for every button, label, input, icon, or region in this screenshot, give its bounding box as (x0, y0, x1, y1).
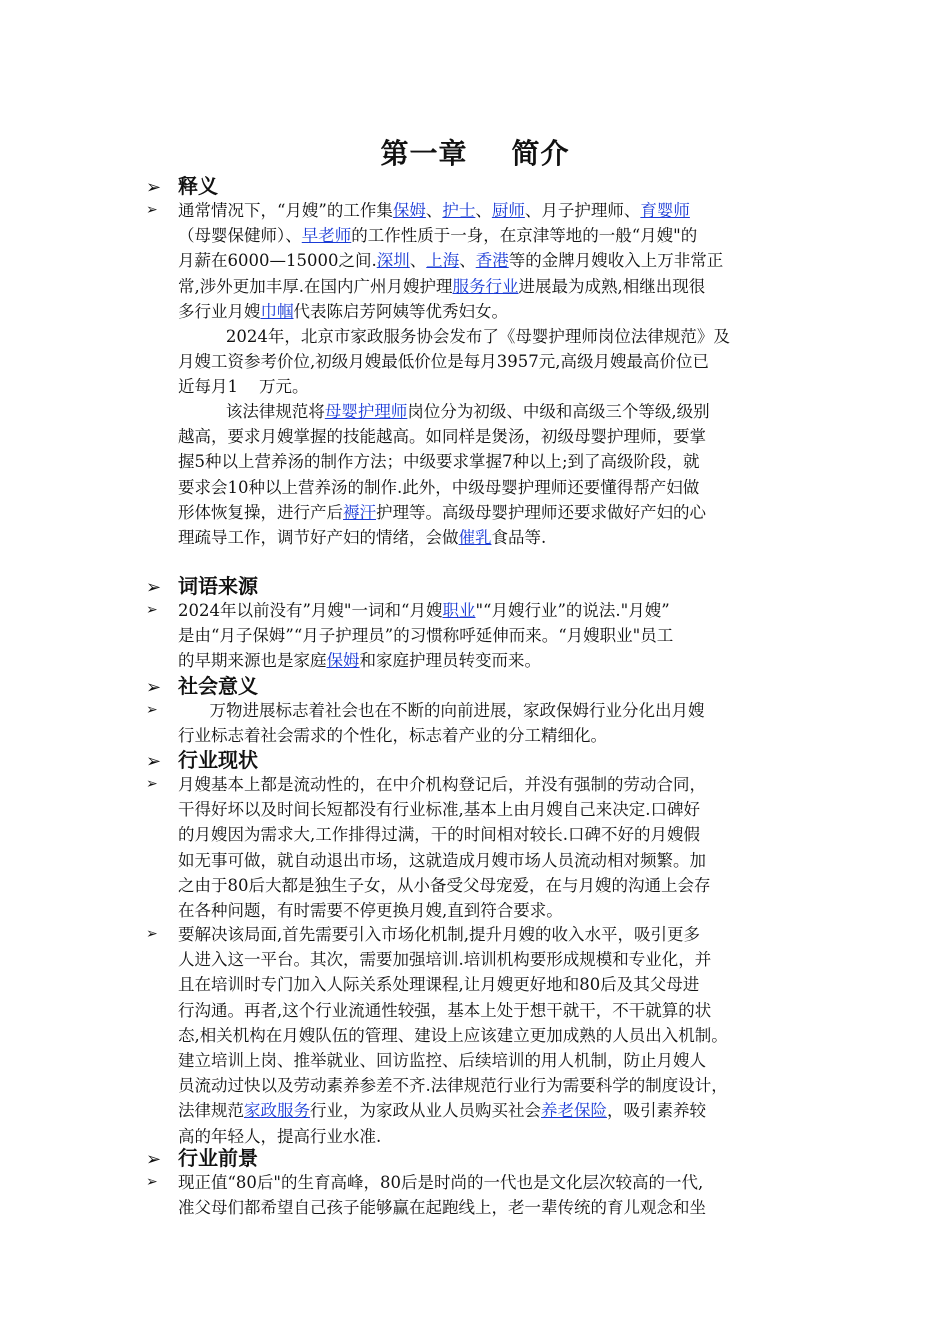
arrow-bullet-icon: ➢ (146, 751, 162, 772)
link-fuwuhangye[interactable]: 服务行业 (452, 276, 519, 296)
link-cuiru[interactable]: 催乳 (458, 528, 492, 548)
arrow-bullet-icon: ➢ (146, 202, 158, 218)
arrow-bullet-icon: ➢ (146, 602, 158, 618)
bullet-paragraph: ➢ 2024年以前没有”月嫂"一词和“月嫂职业"“月嫂行业”的说法."月嫂” 是由“月子保姆”“月子护理员”的习惯称呼延伸而来。“月嫂职业"员工 的早期来源也是家庭保姆和家庭护理员转变而来。 (146, 598, 812, 674)
link-hushi[interactable]: 护士 (442, 201, 476, 220)
arrow-bullet-icon: ➢ (146, 776, 158, 792)
section-heading-definition (146, 173, 218, 201)
section-heading-label: 词语来源 (178, 574, 258, 598)
link-yanglaobaoxian[interactable]: 养老保险 (541, 1101, 607, 1121)
bullet-paragraph: ➢ 现正值“80后"的生育高峰，80后是时尚的一代也是文化层次较高的一代, 准父母们都希望自己孩子能够赢在起跑线上，老一辈传统的育儿观念和坐 (146, 1170, 812, 1220)
paragraph-standard-release: 2024年，北京市家政服务协会发布了《母婴护理师岗位法律规范》及 月嫂工资参考价位,初级月嫂最低价位是每月3957元,高级月嫂最高价位已 近每月1 万元。 (178, 327, 730, 397)
section-heading-label: 行业现状 (178, 748, 258, 772)
section-heading-social-meaning (146, 673, 258, 701)
bullet-paragraph: ➢ 月嫂基本上都是流动性的，在中介机构登记后，并没有强制的劳动合同， 干得好坏以及时间长短都没有行业标准,基本上由月嫂自己来决定.口碑好 的月嫂因为需求大,工作排得过满，干的时间相对较长.口碑不好的月嫂假 如无事可做，就自动退出市场，这就造成月嫂市场人员流动相对频繁。加 之由于80后大都是独生子女，从小备受父母宠爱，在与月嫂的沟通上会存 在各种问题，有时需要不停更换月嫂,直到符合要求。 (146, 772, 812, 923)
link-jiazhengfuwu[interactable]: 家政服务 (244, 1101, 310, 1121)
text-line: （母婴保健师）、早老师的工作性质于一身，在京津等地的一般“月嫂"的 (178, 226, 698, 246)
bullet-paragraph: ➢ 万物进展标志着社会也在不断的向前进展，家政保姆行业分化出月嫂 行业标志着社会需求的个性化，标志着产业的分工精细化。 (146, 698, 812, 748)
link-shanghai[interactable]: 上海 (426, 251, 460, 271)
paragraph-levels: 该法律规范将母婴护理师岗位分为初级、中级和高级三个等级,级别 越高，要求月嫂掌握的技能越高。如同样是煲汤，初级母婴护理师，要掌 握5种以上营养汤的制作方法；中级要求掌握7种以上;到了高级阶段，就 要求会10种以上营养汤的制作.此外，中级母婴护理师还要懂得帮产妇做 形体恢复操，进行产后褥汗护理等。高级母婴护理师还要求做好产妇的心 理疏导工作，调节好产妇的情绪，会做催乳食品等. (178, 402, 710, 548)
link-shenzhen[interactable]: 深圳 (376, 251, 410, 271)
text-line: 通常情况下，“月嫂”的工作集保姆、护士、厨师、月子护理师、育婴师 (178, 201, 690, 220)
text-line: 多行业月嫂巾帼代表陈启芳阿姨等优秀妇女。 (178, 301, 508, 321)
bullet-paragraph: ➢ 要解决该局面,首先需要引入市场化机制,提升月嫂的收入水平，吸引更多 人进入这一平台。其次，需要加强培训.培训机构要形成规模和专业化，并 且在培训时专门加入人际关系处理课程,让月嫂更好地和80后及其父母进 行沟通。再者,这个行业流通性较强，基本上处于想干就干，不干就算的状 态,相关机构在月嫂队伍的管理、建设上应该建立更加成熟的人员出入机制。 建立培训上岗、推举就业、回访监控、后续培训的用人机制，防止月嫂人 员流动过快以及劳动素养参差不齐.法律规范行业行为需要科学的制度设计， 法律规范家政服务行业，为家政从业人员购买社会养老保险，吸引素养较 高的年轻人，提高行业水准. (146, 922, 812, 1149)
link-xianggang[interactable]: 香港 (475, 251, 509, 271)
chapter-title (0, 132, 950, 172)
section-heading-label: 释义 (178, 174, 218, 198)
section-heading-industry-outlook (146, 1145, 258, 1173)
link-muyinghulishi[interactable]: 母婴护理师 (324, 402, 408, 421)
arrow-bullet-icon: ➢ (146, 926, 158, 942)
link-yuyingshi[interactable]: 育婴师 (640, 201, 690, 220)
link-jinguo[interactable]: 巾帼 (260, 301, 294, 321)
arrow-bullet-icon: ➢ (146, 677, 162, 698)
link-baomu[interactable]: 保姆 (392, 201, 426, 220)
bullet-paragraph (146, 198, 812, 324)
section-heading-label: 行业前景 (178, 1146, 258, 1170)
section-heading-industry-status (146, 747, 258, 775)
link-zhiye[interactable]: 职业 (442, 601, 476, 620)
link-ruhan[interactable]: 褥汗 (343, 502, 376, 522)
chapter-number: 第一章 (380, 137, 468, 170)
link-baomu-2[interactable]: 保姆 (326, 651, 360, 671)
section-heading-origin (146, 573, 258, 601)
arrow-bullet-icon: ➢ (146, 577, 162, 598)
arrow-bullet-icon: ➢ (146, 177, 162, 198)
text-line: 常,涉外更加丰厚.在国内广州月嫂护理服务行业进展最为成熟,相继出现很 (178, 276, 706, 296)
link-chushi[interactable]: 厨师 (491, 201, 525, 220)
arrow-bullet-icon: ➢ (146, 1149, 162, 1170)
chapter-name: 简介 (511, 137, 570, 170)
text-line: 月薪在6000—15000之间.深圳、上海、香港等的金牌月嫂收入上万非常正 (178, 251, 724, 271)
arrow-bullet-icon: ➢ (146, 1174, 158, 1190)
section-heading-label: 社会意义 (178, 674, 258, 698)
arrow-bullet-icon: ➢ (146, 702, 158, 718)
link-zaolaoshi[interactable]: 早老师 (301, 226, 352, 246)
